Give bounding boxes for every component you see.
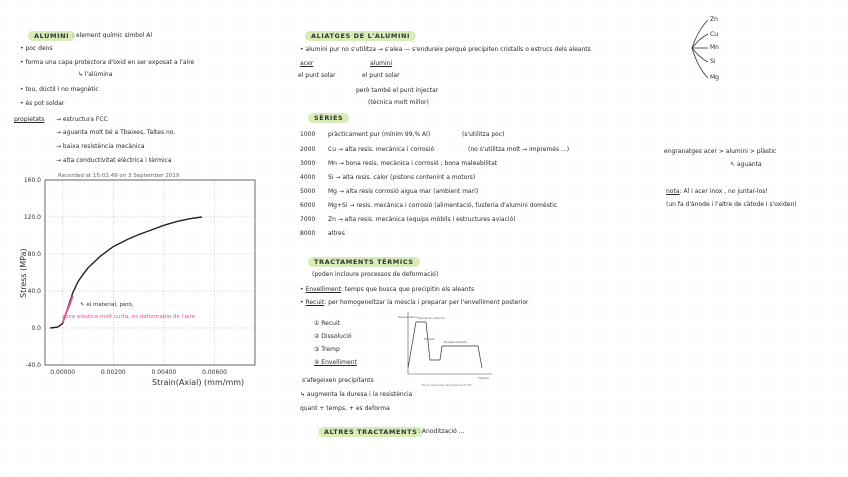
after-2: ↳ augmenta la duresa i la resistència (300, 391, 413, 398)
bullet-4: • és pot soldar (20, 100, 65, 107)
series-line-0 (50, 217, 202, 328)
engranatges: engranatges acer > alumini > plàstic (664, 148, 777, 155)
after-3: quant + temps, + es deforma (300, 405, 390, 412)
nota-line: nota: Al i acer inox , no juntar-los! (666, 188, 768, 195)
y-axis-label: Stress (MPa) (19, 248, 28, 298)
y-tick-label: -40.0 (25, 362, 41, 369)
step-dissolucio: ② Dissolució (314, 333, 352, 340)
bullet-3: • tou, dúctil i no magnètic (20, 86, 99, 93)
pero-tambe: però també el punt injectar (356, 87, 439, 94)
altres-text: : Anodització ... (418, 428, 465, 435)
annotation-material: ↖ el material, però, (80, 302, 134, 308)
y-tick-label: 40.0 (27, 288, 41, 295)
plot-frame (45, 180, 255, 365)
x-tick-label: 0.00000 (50, 369, 76, 376)
tractaments-sub: (poden incloure processos de deformació) (312, 271, 439, 278)
envelliment-line: • Envelliment: temps que busca que precipitin els aleants (300, 286, 475, 293)
diagram-caption: Fig 6. Diagrama del tratamiento TH (422, 383, 472, 387)
prop-1: → estructura FCC (56, 116, 108, 123)
aleant-mn: Mn (710, 44, 719, 51)
annotation-elastic-zone: zona elàstica molt curta, és deformable de l'aire (62, 314, 196, 320)
bullet-2-sub: ↳ l'alúmina (78, 71, 113, 78)
aleants-arrows (688, 12, 728, 84)
series-title: SÈRIES (308, 113, 349, 123)
diagram-x-label: Tiempo (478, 376, 490, 380)
diagram-recuit: Recuit en solución (418, 316, 446, 320)
recuit-line: • Recuit: per homogeneïtzar la mescla i preparar per l'envelliment posterior (300, 299, 529, 306)
aliatges-title: ALIATGES DE L'ALUMINI (305, 31, 416, 41)
bullet-1: • poc dens (20, 45, 53, 52)
prop-4: → alta conductivitat elèctrica i tèrmica (56, 157, 172, 164)
prop-2: → aguanta molt bé a Tbaixes, Taltes no. (56, 129, 176, 136)
aleant-cu: Cu (710, 31, 718, 38)
nota-line-2: (un fa d'ànode i l'altre de càtode i s'oxiden) (666, 201, 797, 208)
alloy-description: • alumini pur no s'utilitza → s'alea — s'endureix perquè precipiten cristalls o estrucs dels aleants (300, 46, 591, 53)
y-tick-label: 160.0 (23, 177, 41, 184)
tecnica: (tècnica molt millor) (368, 99, 429, 106)
altres-title: ALTRES TRACTAMENTS (318, 427, 423, 437)
y-tick-label: 80.0 (27, 251, 41, 258)
x-axis-label: Strain(Axial) (mm/mm) (152, 378, 245, 387)
alumini-label: alumini (370, 60, 393, 67)
acer-label: acer (300, 60, 314, 67)
x-tick-label: 0.00400 (151, 369, 177, 376)
stress-strain-chart (0, 168, 290, 390)
diagram-y-label: Temperatura (398, 315, 418, 319)
step-tremp: ③ Tremp (314, 346, 340, 353)
x-tick-label: 0.00200 (100, 369, 126, 376)
x-tick-label: 0.00600 (202, 369, 227, 376)
diagram-temple: Temple (424, 337, 435, 341)
y-tick-label: 0.0 (31, 325, 41, 332)
alumini-title: ALUMINI (28, 31, 75, 41)
y-tick-label: 120.0 (23, 214, 41, 221)
bullet-2: • forma una capa protectora d'òxid en ser exposat a l'aire (20, 59, 195, 66)
diagram-envej: Envejecimiento (444, 340, 468, 344)
aleant-mg: Mg (710, 74, 719, 81)
step-envelliment: ④ Envelliment (314, 359, 357, 366)
prop-3: → baixa resistència mecànica (56, 143, 145, 150)
aguanta: ↖ aguanta (730, 161, 762, 168)
heat-treatment-diagram (396, 308, 496, 390)
chart-title: Recorded at 15:02:49 on 3 September 2019 (58, 173, 180, 179)
tractaments-title: TRACTAMENTS TÈRMICS (308, 257, 420, 267)
alumini-definition: : element químic símbol Al (72, 32, 153, 39)
aleant-zn: Zn (710, 16, 718, 23)
step-recuit: ① Recuit (314, 320, 340, 327)
propietats-label: propietats (14, 116, 45, 123)
after-1: s'afegeixen precipitants (302, 377, 374, 384)
aleant-si: Si (710, 58, 716, 65)
alumini-sub: el punt solar (362, 72, 400, 79)
acer-sub: el punt solar (298, 72, 336, 79)
